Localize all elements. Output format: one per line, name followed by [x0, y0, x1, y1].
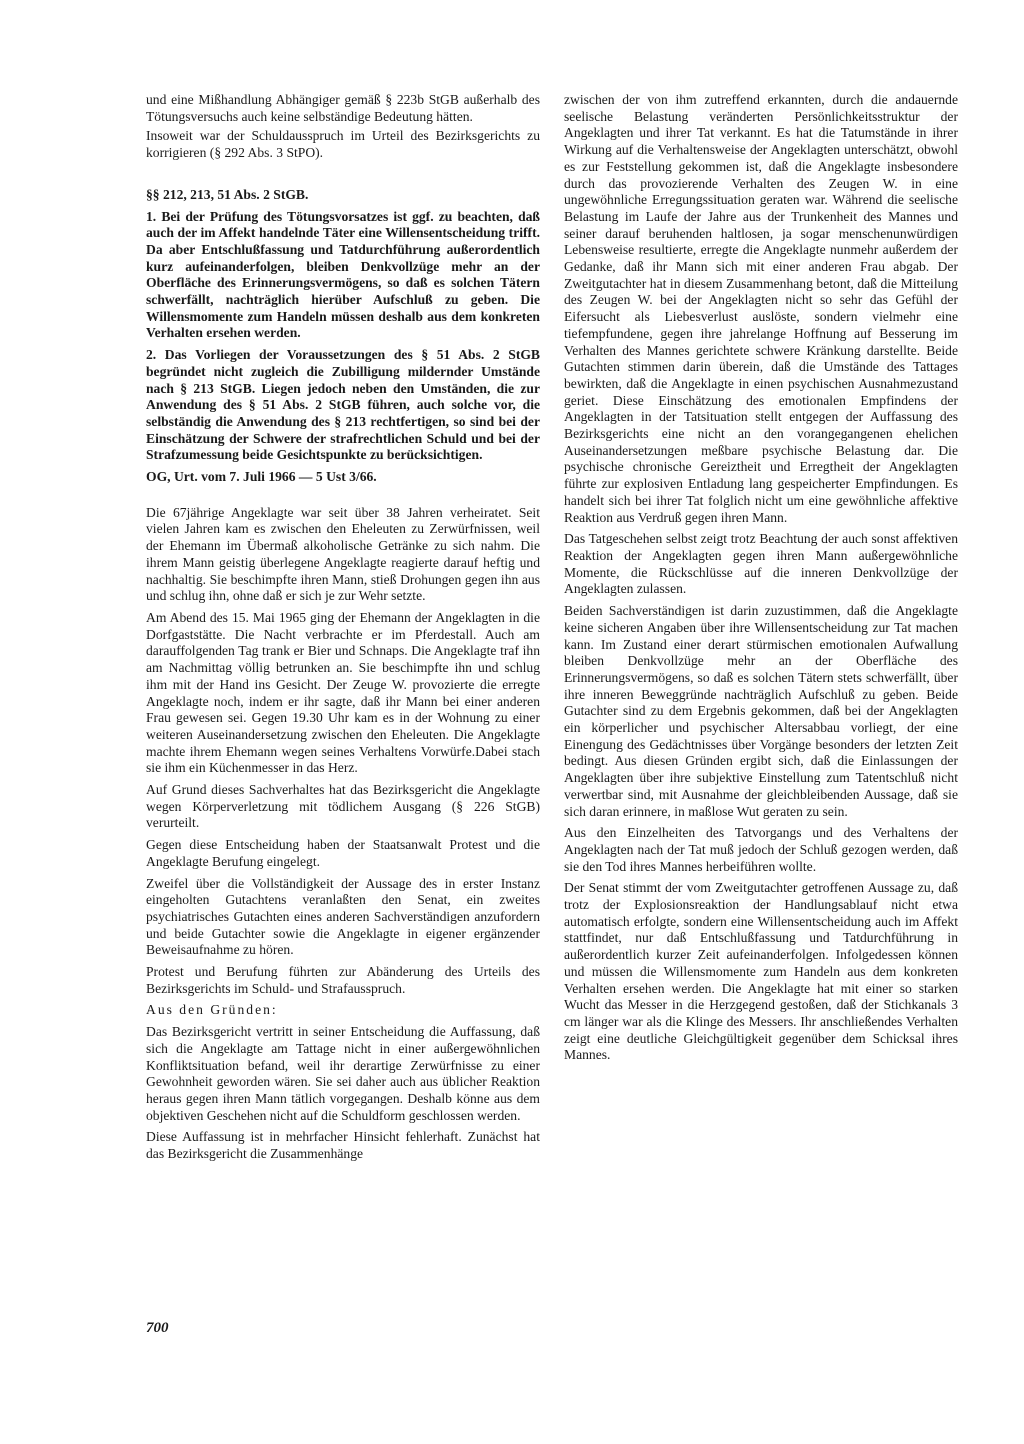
reasons-paragraph-1: Das Bezirksgericht vertritt in seiner Entscheidung die Auffassung, daß sich die Angeklagte am Tattage nicht in einer außergewöhnlichen Konfliktsituation befand, weil ihr derartige Zerwürfnisse zu einer Gewohnheit geworden wären. Sie sei daher auch aus üblicher Reaktion heraus gegen ihren Mann tätlich vorgegangen. Deshalb könne aus dem objektiven Geschehen nicht auf die Schuldform geschlossen werden. [146, 1024, 540, 1123]
right-column [564, 92, 958, 1069]
headnote [146, 209, 540, 465]
intro-paragraph-1: und eine Mißhandlung Abhängiger gemäß § 223b StGB außerhalb des Tötungsversuchs auch keine selbständige Bedeutung hätten. [146, 92, 540, 124]
statute-heading: §§ 212, 213, 51 Abs. 2 StGB. [146, 186, 309, 202]
right-paragraph-4: Aus den Einzelheiten des Tatvorgangs und des Verhaltens der Angeklagten nach der Tat muß jedoch der Schluß gezogen werden, daß sie den Tod ihres Mannes herbeiführen wollte. [564, 825, 958, 874]
facts-paragraph-1: Die 67jährige Angeklagte war seit über 38 Jahren verheiratet. Seit vielen Jahren kam es zwischen den Eheleuten zu Zerwürfnissen, weil der Ehemann im Übermaß alkoholische Getränke zu sich nahm. Die ihrem Mann geistig überlegene Angeklagte reagierte darauf heftig und nachhaltig. Sie beschimpfte ihren Mann, stieß Drohungen gegen ihn aus und schlug ihn, ohne daß er sich je zur Wehr setzte. [146, 504, 540, 604]
page-number: 700 [146, 1320, 169, 1336]
facts-paragraph-5: Zweifel über die Vollständigkeit der Aussage des in erster Instanz eingeholten Gutachtens veranlaßten den Senat, ein zweites psychiatrisches Gutachten eines anderen Sachverständigen anzufordern und beide Gutachter sowie die Angeklagte in eigener ergänzender Beweisaufnahme zu hören. [146, 875, 540, 958]
left-column [146, 92, 540, 1168]
headnote-point-1: 1. Bei der Prüfung des Tötungsvorsatzes ist ggf. zu beachten, daß auch der im Affekt handelnde Täter eine Willensentscheidung trifft. Da aber Entschlußfassung und Tatdurchführung außerordentlich kurz aufeinanderfolgen, bleiben Denkvollzüge mehr an der Oberfläche des Erinnerungsvermögens, so daß es solchen Tätern schwerfällt, nachträglich hierüber Aufschluß zu geben. Die Willensmomente zum Handeln müssen deshalb aus dem konkreten Verhalten ersehen werden. [146, 208, 540, 341]
reasons-paragraph-2: Diese Auffassung ist in mehrfacher Hinsicht fehlerhaft. Zunächst hat das Bezirksgericht die Zusammenhänge [146, 1129, 540, 1162]
court-citation: OG, Urt. vom 7. Juli 1966 — 5 Ust 3/66. [146, 469, 377, 485]
right-paragraph-5: Der Senat stimmt der vom Zweitgutachter getroffenen Aussage zu, daß trotz der Explosionsreaktion der Handlungsablauf nicht etwa automatisch erfolgte, sondern eine Willensentscheidung auch im Affekt stattfindet, nur daß Entschlußfassung und Tatdurchführung in außerordentlich kurzer Zeit aufeinanderfolgen. Infolgedessen können und müssen die Willensmomente zum Handeln aus dem konkreten Verhalten ersehen werden. Die Angeklagte hat mit einer so starken Wucht das Messer in die Herzgegend gestoßen, daß der Stichkanals 3 cm länger war als die Klinge des Messers. Ihr anschließendes Verhalten zeigt eine deutliche Gleichgültigkeit gegenüber dem Schicksal ihres Mannes. [564, 880, 958, 1063]
reasons-heading: Aus den Gründen: [146, 1002, 278, 1018]
facts-paragraph-3: Auf Grund dieses Sachverhaltes hat das Bezirksgericht die Angeklagte wegen Körperverletzung mit tödlichem Ausgang (§ 226 StGB) verurteilt. [146, 782, 540, 831]
headnote-point-2: 2. Das Vorliegen der Voraussetzungen des § 51 Abs. 2 StGB begründet nicht zugleich die Zubilligung mildernder Umstände nach § 213 StGB. Liegen jedoch neben den Umständen, die zur Anwendung des § 51 Abs. 2 StGB führen, auch solche vor, die selbständig die Anwendung des § 213 rechtfertigen, so sind bei der Einschätzung der Schwere der strafrechtlichen Schuld und bei der Strafzumessung beide Gesichtspunkte zu berücksichtigen. [146, 347, 540, 463]
intro-paragraph-2: Insoweit war der Schuldausspruch im Urteil des Bezirksgerichts zu korrigieren (§ 292 Abs. 3 StPO). [146, 128, 540, 161]
facts-paragraph-6: Protest und Berufung führten zur Abänderung des Urteils des Bezirksgerichts im Schuld- und Strafausspruch. [146, 964, 540, 996]
right-paragraph-3: Beiden Sachverständigen ist darin zuzustimmen, daß die Angeklagte keine sicheren Angaben über ihre Willensentscheidung zur Tat machen kann. Im Zustand einer derart stürmischen emotionalen Aufwallung bleiben Denkvollzüge mehr an der Oberfläche des Erinnerungsvermögens, so daß es solchen Tätern stets schwerfällt, über ihre inneren Beweggründe nachträglich Aufschluß zu geben. Beide Gutachter sind zu dem Ergebnis gekommen, daß bei der Angeklagten ein körperlicher und psychischer Altersabbau vorliegt, der eine Einengung des Gedächtnisses über Vorgänge besonders der letzten Zeit bedingt. Aus diesen Gründen ergibt sich, daß die Einlassungen der Angeklagten über ihre subjektive Einstellung zum Tatentschluß nicht verwertbar sind, mit Ausnahme der gleichbleibenden Aussage, daß sie sich daran erinnere, in maßlose Wut geraten zu sein. [564, 603, 958, 819]
right-paragraph-1: zwischen der von ihm zutreffend erkannten, durch die andauernde seelische Belastung veränderten Persönlichkeitsstruktur der Angeklagten und ihrer Tat verkannt. Es hat die Tatumstände in ihrer Wirkung auf die Verhaltensweise der Angeklagten unterschätzt, obwohl es zur Feststellung gekommen ist, daß die Angeklagte insbesondere durch das provozierende Verhalten des Zeugen W. in eine ungewöhnliche Erregungssituation geraten war. Während die seelische Belastung im Laufe der Jahre aus der Trunkenheit des Mannes und seiner darauf beruhenden haltlosen, ja sogar menschenunwürdigen Lebensweise resultierte, erregte die Angeklagte nunmehr außerdem der Gedanke, daß ihr Mann sich mit einer anderen Frau abgab. Der Zweitgutachter hat in diesem Zusammenhang betont, daß die Mitteilung des Zeugen W. bei der Angeklagten nicht so sehr das Gefühl der Eifersucht als Liebesverlust auslöste, sondern vielmehr eine tiefempfundene, gegen ihre jahrelange Hoffnung auf Besserung im Verhalten des Mannes gerichtete schwere Kränkung darstellte. Beide Gutachten stimmen darin überein, daß die Umstände des Tattages bewirkten, daß die Angeklagte in einen psychischen Ausnahmezustand geriet. Diese Einschätzung des emotionalen Empfindens der Angeklagten in der Tatsituation stellt entgegen der Auffassung des Bezirksgerichts eine nicht an den vorangegangenen ehelichen Auseinandersetzungen meßbare psychische Belastung dar. Die psychische chronische Gereiztheit und Erregtheit der Angeklagten führte zur explosiven Entladung lang gespeicherter Empfindungen. Es handelt sich bei ihrer Tat folglich nicht um eine gewöhnliche affektive Reaktion aus Verdruß gegen ihren Mann. [564, 92, 958, 525]
facts-paragraph-2: Am Abend des 15. Mai 1965 ging der Ehemann der Angeklagten in die Dorfgaststätte. Die Nacht verbrachte er im Pferdestall. Auch am darauffolgenden Tag trank er Bier und Schnaps. Die Angeklagte traf ihn am Nachmittag völlig betrunken an. Sie beschimpfte ihn und schlug ihm mit der Hand ins Gesicht. Der Zeuge W. provozierte die erregte Angeklagte noch, indem er ihr sagte, daß ihr Mann bei einer anderen Frau gewesen sei. Gegen 19.30 Uhr kam es in der Wohnung zu einer weiteren Auseinandersetzung zwischen den Eheleuten. Die Angeklagte machte ihrem Ehemann wegen seines Verhaltens Vorwürfe.Dabei stach sie ihm ein Küchenmesser in das Herz. [146, 609, 540, 776]
right-paragraph-2: Das Tatgeschehen selbst zeigt trotz Beachtung der auch sonst affektiven Reaktion der Angeklagten gegen ihren Mann außergewöhnliche Momente, die Rückschlüsse auf die inneren Denkvollzüge der Angeklagten zulassen. [564, 531, 958, 597]
facts-paragraph-4: Gegen diese Entscheidung haben der Staatsanwalt Protest und die Angeklagte Berufung eingelegt. [146, 837, 540, 869]
